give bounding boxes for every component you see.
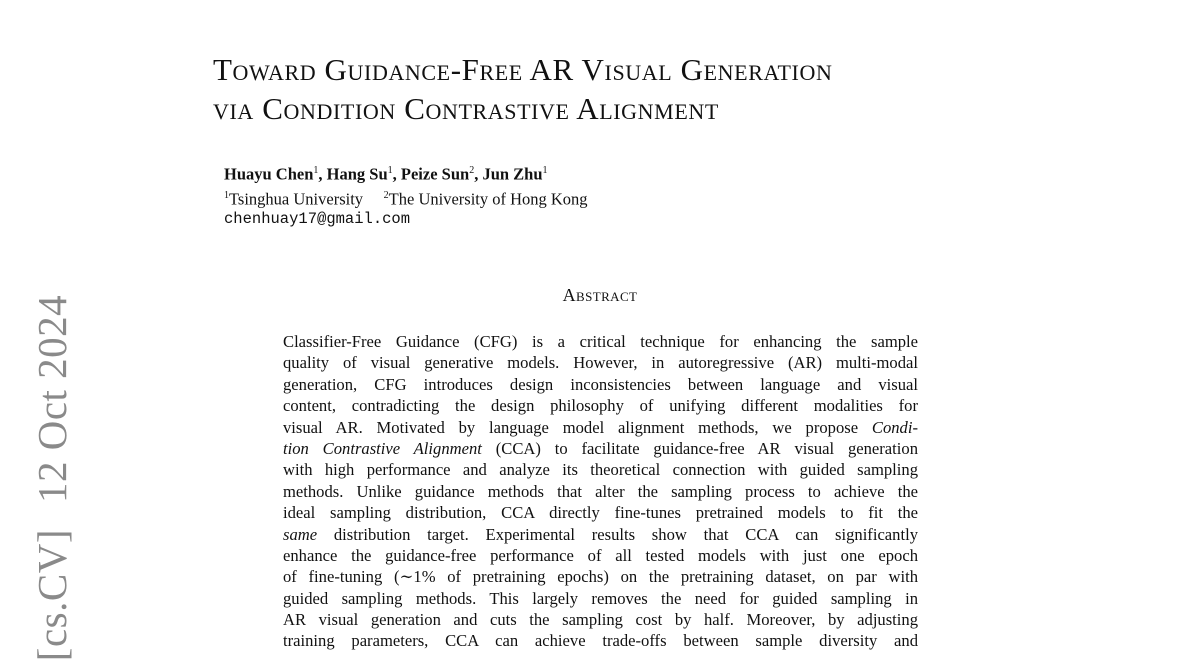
abstract-emphasis: Condi- [871, 417, 918, 437]
abstract-line: ideal sampling distribution, CCA directly fine-tunes pretrained models to fit the [283, 503, 918, 523]
author-list: Huayu Chen$^1$, Hang Su$^1$, Peize Sun$^2$, Jun Zhu$^1$ [224, 164, 548, 184]
abstract-heading: Abstract [562, 285, 638, 305]
arxiv-date: 12 Oct 2024 [29, 294, 75, 504]
abstract-text: visual AR. Motivated by language model alignment methods, we propose [283, 417, 872, 437]
abstract-line: Classifier-Free Guidance (CFG) is a critical technique for enhancing the sample [283, 332, 918, 351]
affiliation: The University of Hong Kong [388, 189, 588, 208]
abstract-text: (CCA) to facilitate guidance-free AR visual generation [481, 438, 918, 458]
arxiv-category: [cs.CV] [29, 529, 75, 661]
abstract-line: with high performance and analyze its theoretical connection with guided sampling [283, 460, 918, 480]
author-name: Jun Zhu [482, 164, 543, 184]
title-line-2: via Condition Contrastive Alignment [213, 91, 719, 126]
abstract-emphasis: tion Contrastive Alignment [283, 438, 482, 458]
title-line-1: Toward Guidance-Free AR Visual Generation [213, 52, 833, 87]
abstract-line: enhance the guidance-free performance of all tested models with just one epoch [283, 545, 918, 565]
abstract-text: distribution target. Experimental results show that CCA can significantly [317, 524, 918, 544]
affiliation-sup: 1 [224, 189, 229, 201]
author-sup: 1 [387, 165, 393, 176]
author-name: Peize Sun [400, 164, 470, 184]
paper-title [213, 50, 832, 128]
abstract-line [283, 524, 918, 545]
author-sup: 2 [469, 165, 475, 176]
abstract-line: guided sampling methods. This largely removes the need for guided sampling in [283, 588, 918, 608]
affiliation-sup: 2 [383, 189, 389, 201]
affiliations [224, 185, 588, 210]
affiliation: Tsinghua University [229, 189, 364, 208]
abstract-line: content, contradicting the design philosophy of unifying different modalities for [283, 396, 918, 416]
abstract-line: methods. Unlike guidance methods that alter the sampling process to achieve the [283, 481, 918, 501]
abstract-line [283, 417, 918, 438]
abstract-line: quality of visual generative models. However, in autoregressive (AR) multi-modal [283, 353, 918, 373]
abstract-body [283, 331, 918, 652]
arxiv-stamp [28, 295, 76, 661]
abstract-line: generation, CFG introduces design inconsistencies between language and visual [283, 374, 918, 394]
author-block [224, 160, 588, 230]
author-sup: 1 [542, 165, 548, 176]
author-sup: 1 [313, 165, 319, 176]
abstract-line: training parameters, CCA can achieve trade-offs between sample diversity and [283, 631, 918, 651]
author-email[interactable]: chenhuay17@gmail.com [224, 210, 411, 228]
abstract-line: of fine-tuning (∼1% of pretraining epochs) on the pretraining dataset, on par with [283, 567, 918, 587]
abstract-emphasis: same [283, 524, 318, 544]
abstract-line: AR visual generation and cuts the sampling cost by half. Moreover, by adjusting [283, 610, 918, 630]
abstract-line [283, 438, 918, 459]
author-name: Huayu Chen [224, 164, 314, 184]
author-name: Hang Su [326, 164, 388, 184]
